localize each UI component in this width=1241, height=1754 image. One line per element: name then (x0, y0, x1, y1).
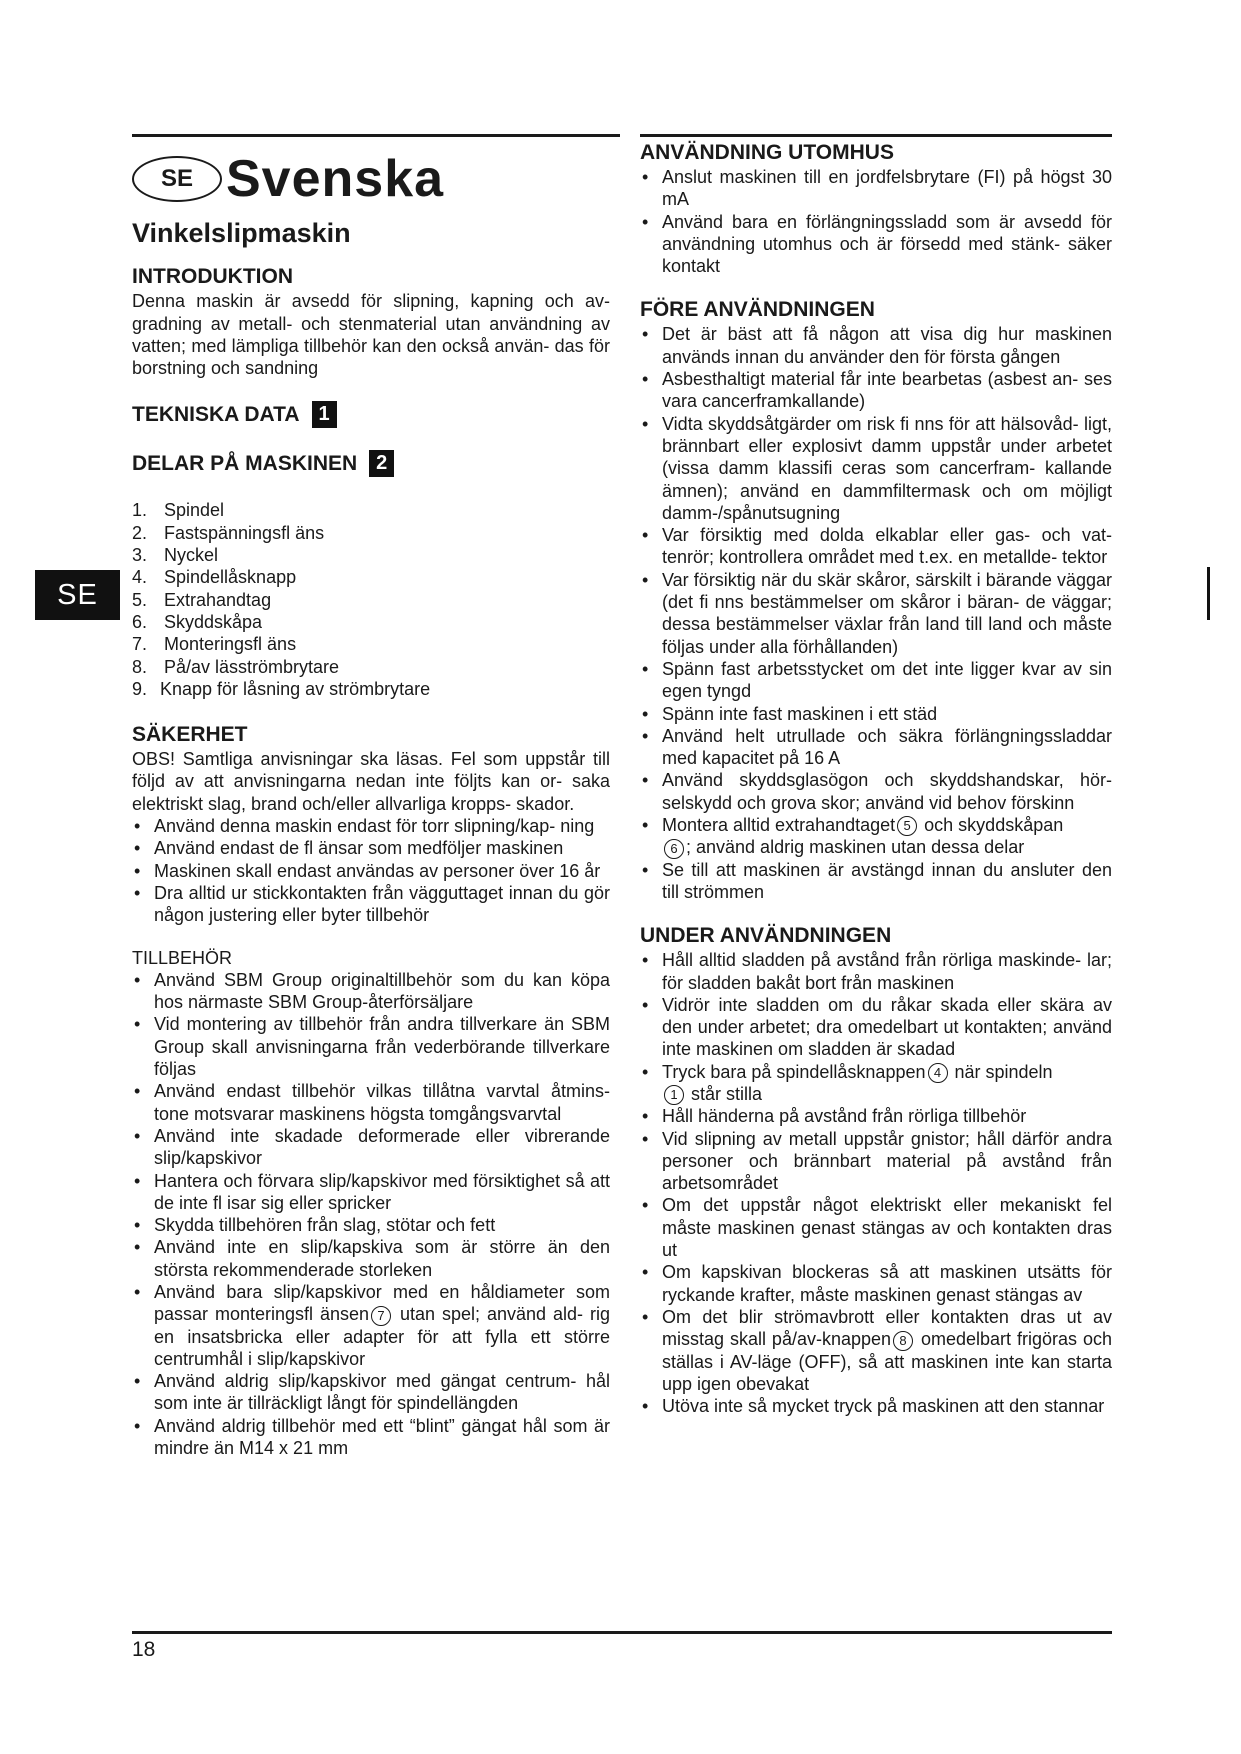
list-item: • Det är bäst att få någon att visa dig hur maskinen används innan du använder den för första gången (640, 323, 1112, 368)
list-item: • Vid slipning av metall uppstår gnistor; håll därför andra personer och brännbart material på avstånd från arbetsområdet (640, 1128, 1112, 1195)
list-item: • Använd skyddsglasögon och skyddshandskar, hör- selskydd och grova skor; använd vid behov förskinn (640, 769, 1112, 814)
list-item: 1. Spindel (132, 500, 225, 521)
before-use-heading: FÖRE ANVÄNDNINGEN (640, 298, 875, 322)
safety-list (132, 815, 610, 926)
product-title: Vinkelslipmaskin (132, 218, 351, 248)
list-item: 2. Fastspänningsfl äns (132, 522, 325, 543)
list-item: • Använd aldrig tillbehör med ett “blint” gängat hål som är mindre än M14 x 21 mm (132, 1415, 610, 1460)
list-item: • Använd inte skadade deformerade eller vibrerande slip/kapskivor (132, 1125, 610, 1170)
list-item: • Asbesthaltigt material får inte bearbetas (asbest an- ses vara cancerframkallande) (640, 368, 1112, 413)
list-item: 3. Nyckel (132, 545, 219, 566)
language-code-badge: SE (132, 156, 222, 202)
during-use-list (640, 949, 1112, 1417)
part-ref-circle: 6 (664, 839, 684, 859)
page-number: 18 (132, 1638, 156, 1661)
list-item: • Använd bara en förlängningssladd som är avsedd för användning utomhus och är försedd med stänk- säker kontakt (640, 211, 1112, 278)
safety-heading: SÄKERHET (132, 723, 248, 747)
list-item: • Vidta skyddsåtgärder om risk fi nns för att hälsovåd- ligt, brännbart eller explosivt damm uppstår under arbetet (vissa damm klassifi ceras som cancerfram- kallande ämnen); använd en dammfiltermask och om möjligt damm-/spånutsugning (640, 413, 1112, 524)
tech-data-heading: TEKNISKA DATA 1 (132, 401, 610, 428)
list-item: • Använd helt utrullade och säkra förlängningssladdar med kapacitet på 16 A (640, 725, 1112, 770)
list-item: • Anslut maskinen till en jordfelsbrytare (FI) på högst 30 mA (640, 166, 1112, 211)
list-item: • Använd inte en slip/kapskiva som är större än den största rekommenderade storleken (132, 1236, 610, 1281)
list-item: • Använd endast tillbehör vilkas tillåtna varvtal åtmins- tone motsvarar maskinens högsta tomgångsvarvtal (132, 1080, 610, 1125)
right-column (640, 140, 1112, 1417)
margin-marker (1207, 567, 1210, 620)
list-item: • Var försiktig när du skär skåror, särskilt i bärande väggar (det fi nns bestämmelser om skåror i bäran- de väggar; dessa bestämmelser växlar från land till land och måste följas under alla förhållanden) (640, 569, 1112, 658)
list-item: 4. Spindellåsknapp (132, 567, 297, 588)
left-column (132, 140, 610, 1459)
top-rule-left (132, 134, 620, 137)
part-ref-circle: 4 (928, 1063, 948, 1083)
list-item: • Utöva inte så mycket tryck på maskinen att den stannar (640, 1395, 1112, 1417)
accessories-heading: TILLBEHÖR (132, 947, 233, 968)
list-item: • Montera alltid extrahandtaget 5 och skyddskåpan 6 ; använd aldrig maskinen utan dessa delar (640, 814, 1112, 859)
list-item: • Håll alltid sladden på avstånd från rörliga maskinde- lar; för sladden bakåt bort från maskinen (640, 949, 1112, 994)
list-item: • Vid montering av tillbehör från andra tillverkare än SBM Group skall anvisningarna från vederbörande tillverkare följas (132, 1013, 610, 1080)
list-item: 9. Knapp för låsning av strömbrytare (132, 678, 431, 699)
list-item: • Använd SBM Group originaltillbehör som du kan köpa hos närmaste SBM Group-återförsäljare (132, 969, 610, 1014)
list-item: • Använd denna maskin endast för torr slipning/kap- ning (132, 815, 610, 837)
language-side-tab: SE (35, 570, 120, 620)
list-item: • Håll händerna på avstånd från rörliga tillbehör (640, 1105, 1112, 1127)
list-item: • Hantera och förvara slip/kapskivor med försiktighet så att de inte fl isar sig eller spricker (132, 1170, 610, 1215)
parts-heading: DELAR PÅ MASKINEN 2 (132, 450, 610, 477)
list-item: • Var försiktig med dolda elkablar eller gas- och vat- tenrör; kontrollera området med t.ex. en metallde- tektor (640, 524, 1112, 569)
list-item: • Om kapskivan blockeras så att maskinen utsätts för ryckande krafter, måste maskinen genast stängas av (640, 1261, 1112, 1306)
safety-text: OBS! Samtliga anvisningar ska läsas. Fel som uppstår till följd av att anvisningarna nedan inte följts kan or- saka elektriskt slag, brand och/eller allvarliga kropps- skador. (132, 749, 610, 814)
intro-heading: INTRODUKTION (132, 265, 293, 289)
part-ref-circle: 8 (893, 1331, 913, 1351)
list-item: • Vidrör inte sladden om du råkar skada eller skära av den under arbetet; dra omedelbart ut kontakten; använd inte maskinen om sladden är skadad (640, 994, 1112, 1061)
list-item: • Maskinen skall endast användas av personer över 16 år (132, 860, 610, 882)
outdoor-list (640, 166, 1112, 277)
list-item: 7. Monteringsfl äns (132, 634, 297, 655)
before-use-list (640, 323, 1112, 903)
figure-ref-box: 2 (369, 450, 394, 477)
list-item: • Använd aldrig slip/kapskivor med gängat centrum- hål som inte är tillräckligt långt för spindellängden (132, 1370, 610, 1415)
list-item: • Om det blir strömavbrott eller kontakten dras ut av misstag skall på/av-knappen 8 omedelbart frigöras och ställas i AV-läge (OFF), så att maskinen inte kan starta upp igen obevakat (640, 1306, 1112, 1395)
list-item: • Om det uppstår något elektriskt eller mekaniskt fel måste maskinen genast stängas av och kontakten dras ut (640, 1194, 1112, 1261)
language-title: Svenska (226, 149, 445, 208)
list-item: 5. Extrahandtag (132, 589, 272, 610)
accessories-list (132, 969, 610, 1460)
parts-list (132, 499, 610, 700)
figure-ref-box: 1 (312, 401, 337, 428)
list-item: • Spänn inte fast maskinen i ett städ (640, 703, 1112, 725)
list-item: • Tryck bara på spindellåsknappen 4 när spindeln 1 står stilla (640, 1061, 1112, 1106)
list-item: • Använd endast de fl änsar som medföljer maskinen (132, 837, 610, 859)
outdoor-heading: ANVÄNDNING UTOMHUS (640, 141, 894, 164)
part-ref-circle: 1 (664, 1085, 684, 1105)
top-rule-right (640, 134, 1112, 137)
part-ref-circle: 7 (371, 1306, 391, 1326)
list-item: • Använd bara slip/kapskivor med en håldiameter som passar monteringsfl änsen 7 utan spel; använd ald- rig en insatsbricka eller adapter för att fylla ett större centrumhål i slip/kapskivor (132, 1281, 610, 1370)
list-item: • Dra alltid ur stickkontakten från vägguttaget innan du gör någon justering eller byter tillbehör (132, 882, 610, 927)
list-item: • Se till att maskinen är avstängd innan du ansluter den till strömmen (640, 859, 1112, 904)
during-use-heading: UNDER ANVÄNDNINGEN (640, 924, 892, 948)
part-ref-circle: 5 (897, 816, 917, 836)
list-item: • Spänn fast arbetsstycket om det inte ligger kvar av sin egen tyngd (640, 658, 1112, 703)
intro-text: Denna maskin är avsedd för slipning, kapning och av- gradning av metall- och stenmaterial utan användning av vatten; med lämpliga tillbehör kan den också använ- das för borstning och sandning (132, 291, 610, 379)
language-header (132, 144, 610, 214)
list-item: 6. Skyddskåpa (132, 611, 263, 632)
list-item: • Skydda tillbehören från slag, stötar och fett (132, 1214, 610, 1236)
list-item: 8. På/av läsströmbrytare (132, 656, 340, 677)
bottom-rule (132, 1631, 1112, 1634)
